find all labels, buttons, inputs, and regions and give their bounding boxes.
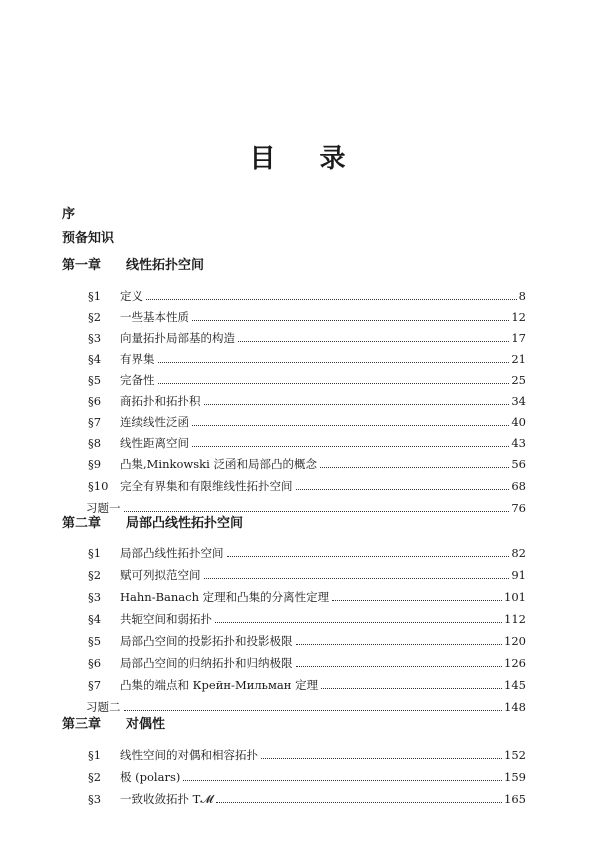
- toc-entry[interactable]: [88, 740, 526, 762]
- page-number: 126: [504, 656, 526, 670]
- section-number: §3: [88, 331, 102, 345]
- toc-entry[interactable]: [88, 386, 526, 408]
- section-number: §1: [88, 748, 102, 762]
- section-title: 极 (polars): [120, 770, 181, 784]
- section-number: §9: [88, 457, 102, 471]
- section-title: 共轭空间和弱拓扑: [120, 612, 212, 626]
- leader-dots: [158, 344, 510, 363]
- toc-entry[interactable]: [88, 670, 526, 692]
- toc-entry[interactable]: [88, 344, 526, 366]
- title-char-1: 目: [249, 144, 276, 174]
- section-number: §7: [88, 678, 102, 692]
- leader-dots: [192, 302, 509, 321]
- section-title: 有界集: [120, 352, 155, 366]
- page-number: 159: [504, 770, 526, 784]
- page-number: 120: [504, 634, 526, 648]
- section-number: §2: [88, 770, 102, 784]
- leader-dots: [227, 538, 510, 557]
- toc-entry[interactable]: [88, 784, 526, 806]
- exercise-entry[interactable]: [86, 493, 526, 515]
- section-number: §8: [88, 436, 102, 450]
- toc-entry[interactable]: [88, 626, 526, 648]
- section-title: Hahn-Banach 定理和凸集的分离性定理: [120, 590, 330, 604]
- exercise-title: 习题一: [86, 501, 121, 515]
- page-number: 25: [511, 373, 526, 387]
- leader-dots: [204, 560, 510, 579]
- section-number: §4: [88, 612, 102, 626]
- section-title: 完全有界集和有限维线性拓扑空间: [120, 479, 293, 493]
- leader-dots: [320, 449, 509, 468]
- section-number: §1: [88, 289, 102, 303]
- section-title: 线性距离空间: [120, 436, 189, 450]
- section-title: 定义: [120, 289, 143, 303]
- section-title: 局部凸空间的归纳拓扑和归纳极限: [120, 656, 293, 670]
- chapter-number: 第三章: [62, 717, 102, 732]
- page-number: 21: [511, 352, 526, 366]
- preface-entry[interactable]: 序: [62, 207, 76, 222]
- page-number: 76: [511, 501, 526, 515]
- leader-dots: [124, 692, 503, 711]
- page-number: 112: [504, 612, 526, 626]
- leader-dots: [192, 428, 509, 447]
- section-number: §5: [88, 634, 102, 648]
- page-number: 17: [511, 331, 526, 345]
- page-number: 148: [504, 700, 526, 714]
- chapter-title: 线性拓扑空间: [126, 258, 205, 273]
- exercise-title: 习题二: [86, 700, 121, 714]
- section-number: §6: [88, 394, 102, 408]
- leader-dots: [238, 323, 509, 342]
- page-number: 56: [511, 457, 526, 471]
- title-char-2: 录: [319, 144, 346, 174]
- chapter-title: 局部凸线性拓扑空间: [126, 516, 244, 531]
- page-number: 145: [504, 678, 526, 692]
- leader-dots: [124, 493, 510, 512]
- section-title: 线性空间的对偶和相容拓扑: [120, 748, 258, 762]
- section-number: §6: [88, 656, 102, 670]
- leader-dots: [183, 762, 502, 781]
- section-title: 一些基本性质: [120, 310, 189, 324]
- leader-dots: [321, 670, 502, 689]
- toc-entry[interactable]: [88, 281, 526, 303]
- page-number: 8: [518, 289, 526, 303]
- section-title: 凸集,Minkowski 泛函和局部凸的概念: [120, 457, 317, 471]
- toc-entry[interactable]: [88, 365, 526, 387]
- chapter-heading[interactable]: [62, 515, 243, 533]
- leader-dots: [146, 281, 517, 300]
- leader-dots: [296, 626, 503, 645]
- page-number: 91: [511, 568, 526, 582]
- section-number: §4: [88, 352, 102, 366]
- section-title: 赋可列拟范空间: [120, 568, 201, 582]
- page-title: [0, 138, 595, 175]
- toc-entry[interactable]: [88, 560, 526, 582]
- chapter-heading[interactable]: [62, 257, 204, 275]
- toc-entry[interactable]: [88, 323, 526, 345]
- section-title: 局部凸线性拓扑空间: [120, 546, 224, 560]
- section-title: 向量拓扑局部基的构造: [120, 331, 235, 345]
- leader-dots: [192, 407, 509, 426]
- toc-entry[interactable]: [88, 449, 526, 471]
- section-number: §1: [88, 546, 102, 560]
- section-number: §2: [88, 310, 102, 324]
- leader-dots: [296, 648, 503, 667]
- leader-dots: [158, 365, 510, 384]
- toc-entry[interactable]: [88, 428, 526, 450]
- toc-entry[interactable]: [88, 471, 526, 493]
- page-number: 101: [504, 590, 526, 604]
- chapter-number: 第一章: [62, 258, 102, 273]
- toc-entry[interactable]: [88, 582, 526, 604]
- leader-dots: [261, 740, 502, 759]
- section-title: 一致收敛拓扑 T𝓜: [120, 792, 214, 806]
- section-number: §3: [88, 792, 102, 806]
- page-number: 43: [511, 436, 526, 450]
- leader-dots: [204, 386, 510, 405]
- section-number: §5: [88, 373, 102, 387]
- page-number: 82: [511, 546, 526, 560]
- toc-entry[interactable]: [88, 604, 526, 626]
- chapter-heading[interactable]: [62, 716, 165, 734]
- toc-entry[interactable]: [88, 302, 526, 324]
- section-title: 局部凸空间的投影拓扑和投影极限: [120, 634, 293, 648]
- page-number: 40: [511, 415, 526, 429]
- section-title: 完备性: [120, 373, 155, 387]
- page-number: 34: [511, 394, 526, 408]
- section-number: §2: [88, 568, 102, 582]
- page-number: 165: [504, 792, 526, 806]
- toc-entry[interactable]: [88, 648, 526, 670]
- page-number: 152: [504, 748, 526, 762]
- leader-dots: [332, 582, 502, 601]
- page-number: 12: [511, 310, 526, 324]
- section-number: §10: [88, 479, 109, 493]
- leader-dots: [296, 471, 510, 490]
- toc-entry[interactable]: [88, 762, 526, 784]
- toc-entry[interactable]: [88, 407, 526, 429]
- chapter-number: 第二章: [62, 516, 102, 531]
- section-title: 商拓扑和拓扑积: [120, 394, 201, 408]
- leader-dots: [216, 784, 502, 803]
- leader-dots: [215, 604, 502, 623]
- section-number: §7: [88, 415, 102, 429]
- page-number: 68: [511, 479, 526, 493]
- section-title: 凸集的端点和 Крейн-Мильман 定理: [120, 678, 319, 692]
- prerequisites-entry[interactable]: 预备知识: [62, 231, 115, 246]
- section-title: 连续线性泛函: [120, 415, 189, 429]
- section-number: §3: [88, 590, 102, 604]
- chapter-title: 对偶性: [126, 717, 166, 732]
- toc-entry[interactable]: [88, 538, 526, 560]
- exercise-entry[interactable]: [86, 692, 526, 714]
